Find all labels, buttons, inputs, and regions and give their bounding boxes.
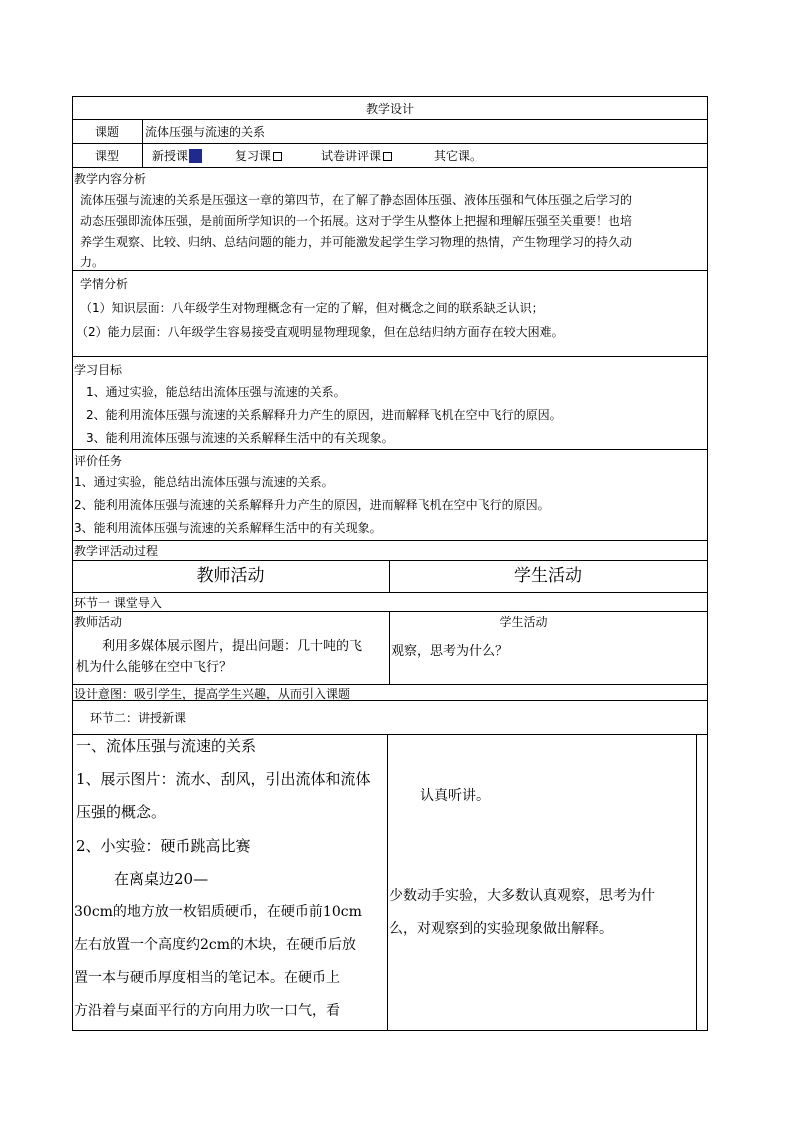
stage2-teacher-line: 1、展示图片：流水、刮风，引出流体和流体 — [76, 770, 371, 788]
stage2-teacher-line: 在离桌边20— — [114, 870, 209, 888]
student-activity-header: 学生活动 — [514, 566, 582, 586]
row-divider — [72, 143, 708, 144]
stage2-title: 环节二：讲授新课 — [90, 711, 187, 725]
stage1-teacher-text: 机为什么能够在空中飞行？ — [76, 660, 233, 675]
stage2-teacher-line: 置一本与硬币厚度相当的笔记本。在硬币上 — [74, 970, 340, 986]
stage2-teacher-line: 2、小实验：硬币跳高比赛 — [76, 837, 251, 855]
stage2-student-text: 少数动手实验，大多数认真观察，思考为什 — [389, 888, 655, 904]
document-title: 教学设计 — [365, 102, 414, 116]
type-option-review — [235, 148, 282, 164]
table-border-bottom — [72, 1030, 708, 1031]
stage1-student-label: 学生活动 — [499, 615, 548, 629]
stage2-student-text: 么，对观察到的实验现象做出解释。 — [389, 921, 613, 937]
row-divider — [72, 356, 708, 357]
content-analysis-line: 力。 — [80, 255, 105, 269]
topic-label: 课题 — [94, 125, 119, 139]
stage2-teacher-line: 一、流体压强与流速的关系 — [76, 737, 257, 755]
evaluation-item: 2、能利用流体压强与流速的关系解释升力产生的原因，进而解释飞机在空中飞行的原因。 — [74, 498, 550, 512]
checked-box-icon — [189, 149, 202, 163]
type-option-label: 试卷讲评课 — [321, 149, 382, 163]
type-option-label: 其它课。 — [434, 149, 483, 163]
objective-item: 2、能利用流体压强与流速的关系解释升力产生的原因，进而解释飞机在空中飞行的原因。 — [86, 408, 562, 422]
evaluation-item: 3、能利用流体压强与流速的关系解释生活中的有关现象。 — [74, 521, 382, 535]
stage1-teacher-label: 教师活动 — [74, 615, 123, 629]
student-analysis-line: （2）能力层面：八年级学生容易接受直观明显物理现象，但在总结归纳方面存在较大困难。 — [76, 325, 564, 339]
stage2-student-text: 认真听讲。 — [420, 788, 490, 804]
content-analysis-title: 教学内容分析 — [74, 172, 147, 186]
objective-item: 1、通过实验，能总结出流体压强与流速的关系。 — [86, 385, 346, 399]
type-option-label: 复习课 — [235, 149, 272, 163]
row-divider — [72, 449, 708, 450]
content-analysis-line: 动态压强即流体压强，是前面所学知识的一个拓展。这对于学生从整体上把握和理解压强至关重要！也培 — [80, 214, 633, 228]
stage1-title: 环节一 课堂导入 — [74, 596, 162, 610]
stage1-student-text: 观察，思考为什么？ — [391, 644, 509, 659]
activity-column-divider — [387, 734, 388, 1030]
objectives-title: 学习目标 — [74, 363, 123, 377]
row-divider — [72, 167, 708, 168]
row-divider — [72, 560, 708, 561]
evaluation-title: 评价任务 — [74, 454, 123, 468]
label-column-divider — [142, 119, 143, 167]
stage2-teacher-line: 左右放置一个高度约2cm的木块，在硬币后放 — [74, 937, 357, 953]
topic-value: 流体压强与流速的关系 — [145, 125, 266, 139]
student-analysis-title: 学情分析 — [80, 277, 129, 291]
inner-right-divider — [696, 734, 697, 1030]
type-option-exam-review — [321, 148, 392, 164]
row-divider — [72, 540, 708, 541]
stage2-teacher-line: 方沿着与桌面平行的方向用力吹一口气，看 — [74, 1003, 340, 1019]
stage1-teacher-text: 利用多媒体展示图片，提出问题：几十吨的飞 — [102, 639, 363, 654]
row-divider — [72, 611, 708, 612]
type-option-other — [434, 148, 482, 164]
row-divider — [72, 270, 708, 271]
stage2-teacher-line: 压强的概念。 — [76, 803, 167, 821]
type-label: 课型 — [94, 149, 119, 163]
stage2-teacher-line: 30cm的地方放一枚铝质硬币，在硬币前10cm — [74, 904, 362, 920]
content-analysis-line: 流体压强与流速的关系是压强这一章的第四节，在了解了静态固体压强、液体压强和气体压强之后学习的 — [80, 193, 633, 207]
content-analysis-line: 养学生观察、比较、归纳、总结问题的能力，并可能激发起学生学习物理的热情，产生物理学习的持久动 — [80, 235, 633, 249]
evaluation-item: 1、通过实验，能总结出流体压强与流速的关系。 — [74, 475, 334, 489]
type-option-label: 新授课 — [152, 149, 189, 163]
student-analysis-line: （1）知识层面：八年级学生对物理概念有一定的了解，但对概念之间的联系缺乏认识； — [80, 301, 544, 315]
teacher-activity-header: 教师活动 — [196, 566, 265, 586]
checkbox-icon — [383, 152, 392, 161]
process-title: 教学评活动过程 — [74, 544, 159, 558]
table-border-right — [707, 96, 708, 1031]
checkbox-icon — [273, 152, 282, 161]
row-divider — [72, 592, 708, 593]
objective-item: 3、能利用流体压强与流速的关系解释生活中的有关现象。 — [86, 431, 394, 445]
row-divider — [72, 734, 708, 735]
row-divider — [72, 119, 708, 120]
row-divider — [72, 684, 708, 685]
type-option-new — [152, 148, 202, 164]
table-border-top — [72, 96, 708, 97]
design-intent: 设计意图：吸引学生，提高学生兴趣，从而引入课题 — [74, 687, 351, 701]
